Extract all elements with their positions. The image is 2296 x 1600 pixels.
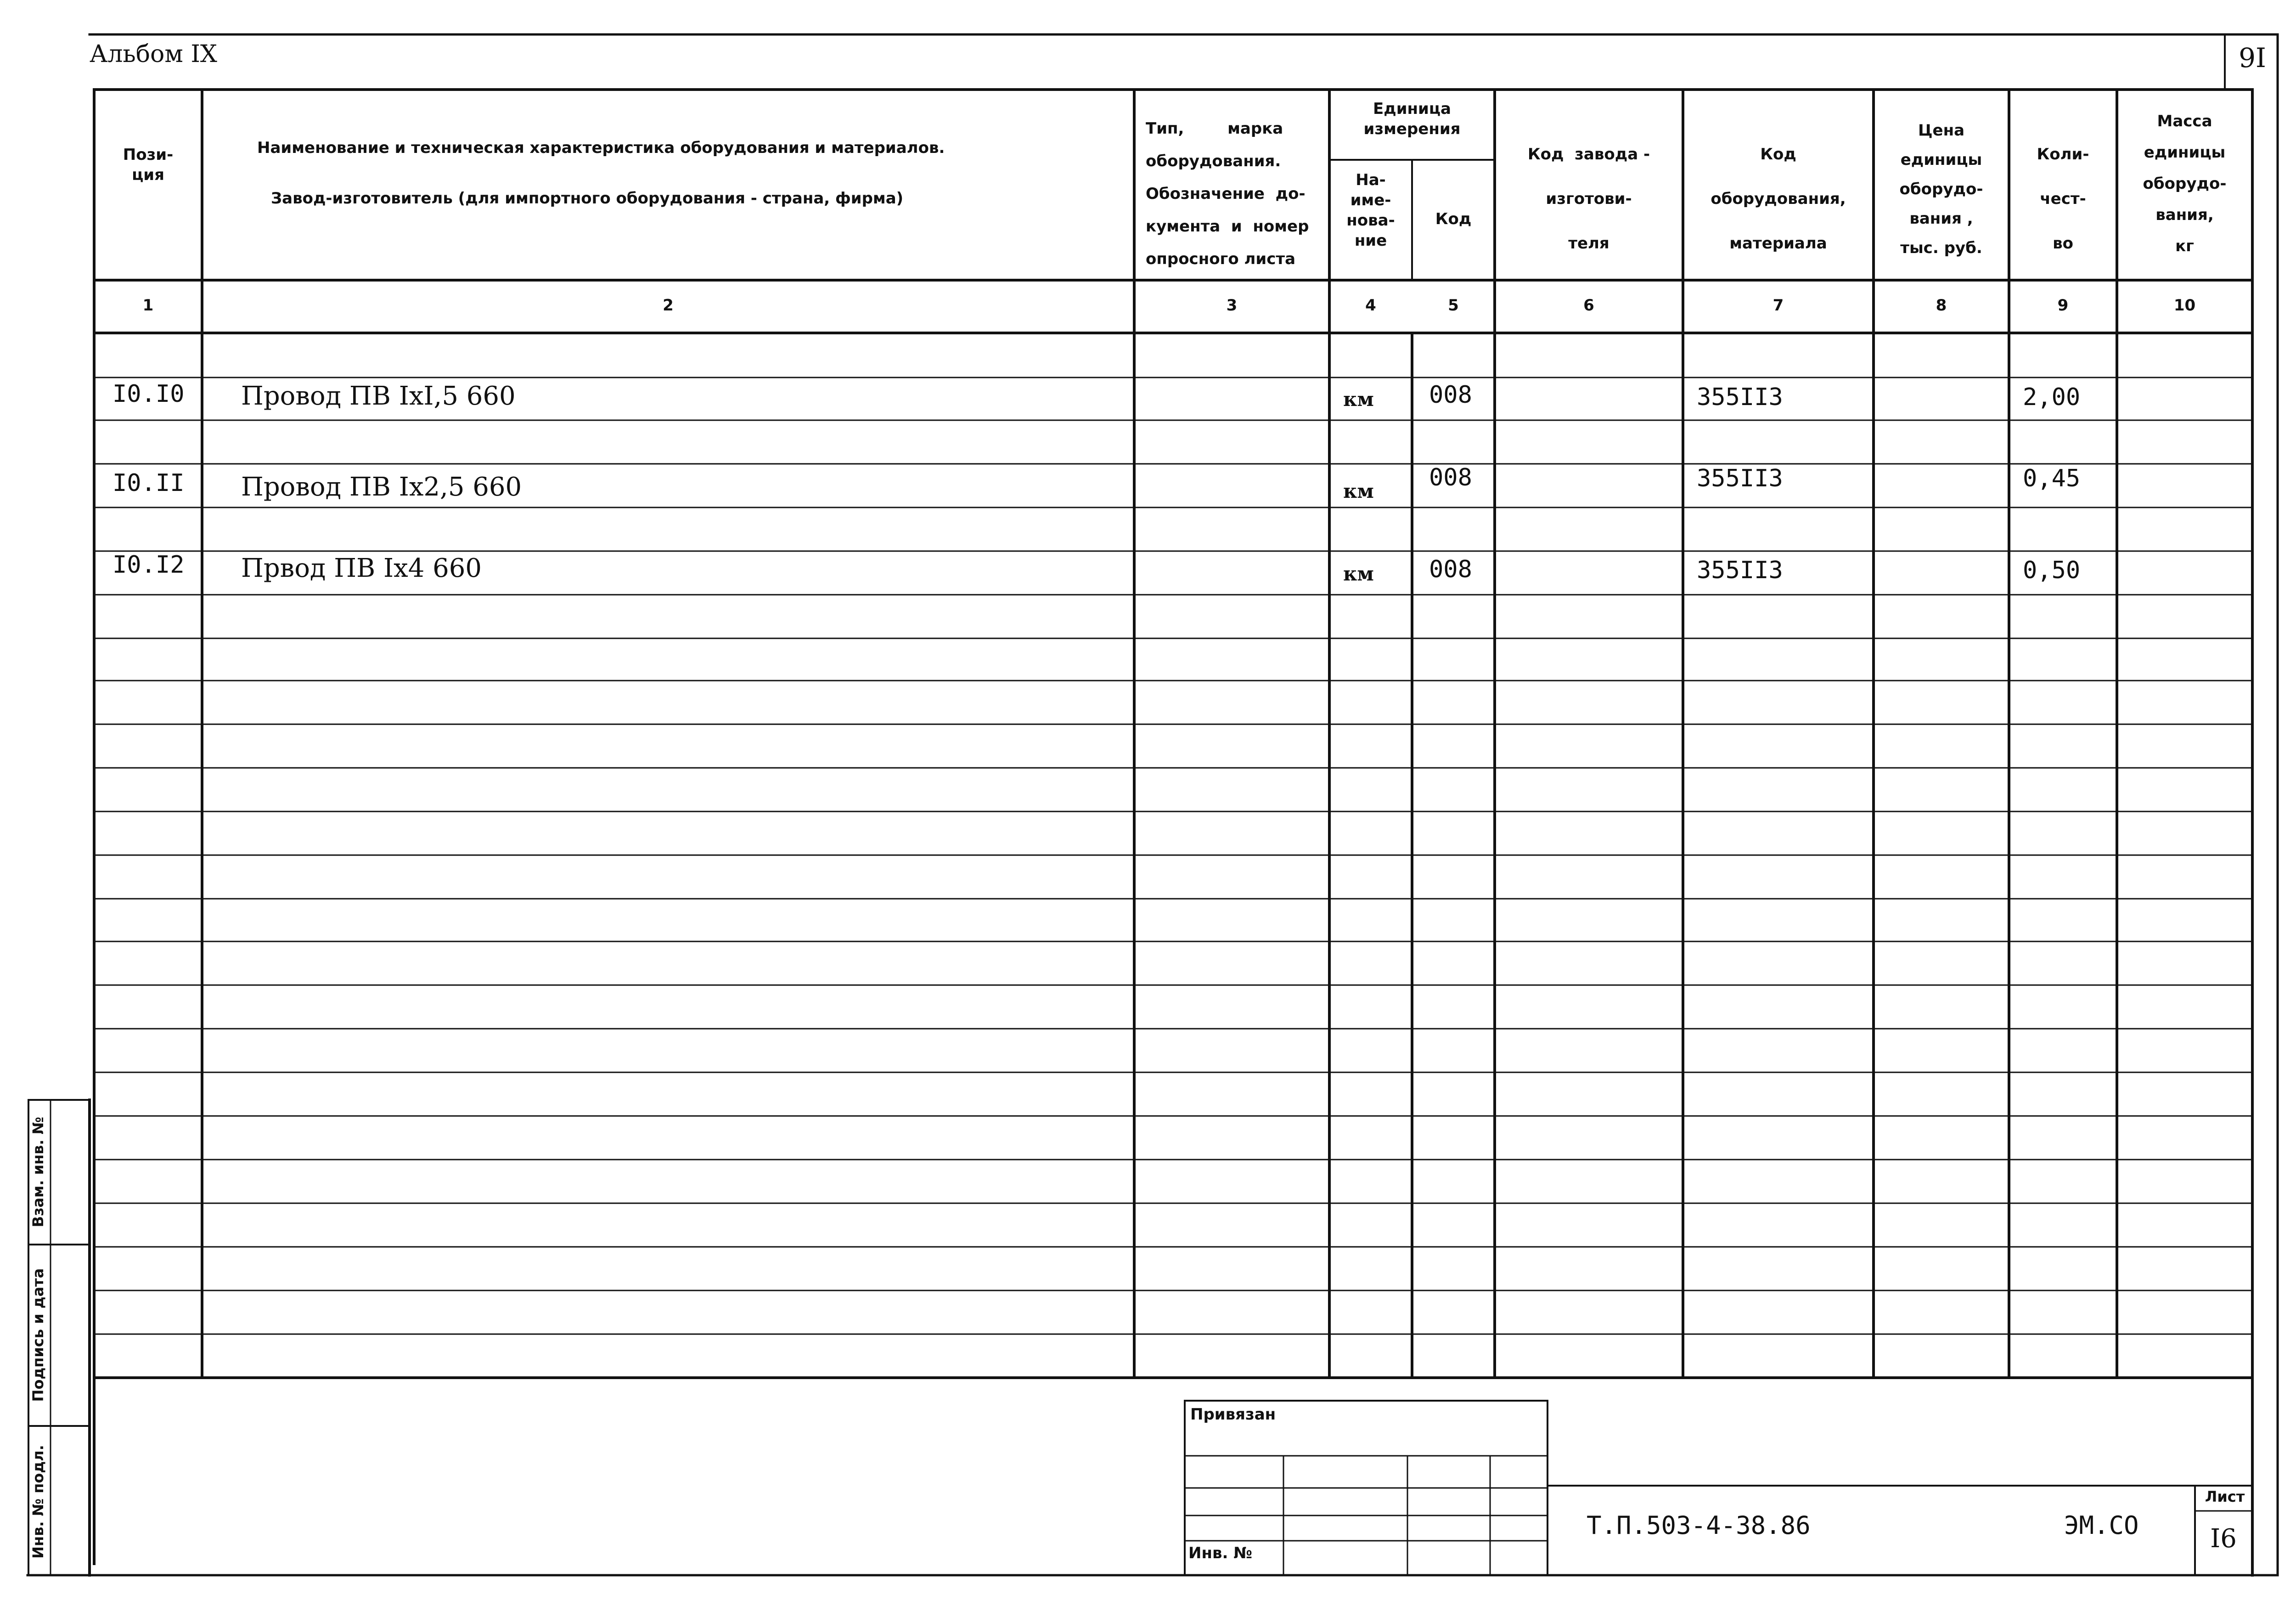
row-unit: км <box>1343 388 1374 411</box>
col-header-unit-group: Единица измерения <box>1363 100 1461 138</box>
col-header-price: Цена единицы оборудо- вания , тыс. руб. <box>1899 121 1983 257</box>
row-unit-code: 008 <box>1429 556 1472 583</box>
row-quantity: 2,00 <box>2023 383 2081 411</box>
col-header-type: Тип, марка оборудования. Обозначение до- кумента и номер опросного листа <box>1146 119 1309 268</box>
col-number: 6 <box>1583 296 1594 315</box>
col-header-name-line2: Завод-изготовитель (для импортного оборудования - страна, фирма) <box>271 189 904 208</box>
col-header-unit-name: На- име- нова- ние <box>1346 171 1395 250</box>
col-header-quantity: Коли- чест- во <box>2037 145 2089 253</box>
row-position: I0.I0 <box>113 380 185 408</box>
inv-number-label: Инв. № <box>1188 1544 1253 1562</box>
col-header-unit-code: Код <box>1435 210 1472 228</box>
col-number: 8 <box>1936 296 1947 315</box>
document-code: Т.П.503-4-38.86 <box>1587 1511 1811 1540</box>
col-number: 3 <box>1226 296 1238 315</box>
row-unit-code: 008 <box>1429 464 1472 491</box>
col-header-position: Пози- ция <box>123 146 174 184</box>
col-number: 2 <box>663 296 674 315</box>
document-mark: ЭМ.СО <box>2064 1511 2139 1540</box>
row-equipment-code: 355II3 <box>1697 465 1783 492</box>
col-header-plant-code: Код завода - изготови- теля <box>1527 145 1650 253</box>
row-position: I0.I2 <box>113 551 185 579</box>
col-header-equipment-code: Код оборудования, материала <box>1711 145 1846 253</box>
inv-original-label: Инв. № подл. <box>29 1445 47 1559</box>
row-equipment-code: 355II3 <box>1697 383 1783 411</box>
sheet-number: I6 <box>2210 1524 2237 1554</box>
sheet-label: Лист <box>2205 1488 2245 1505</box>
row-name: Провод ПВ Ix2,5 660 <box>241 472 522 502</box>
page-number: 9I <box>2239 42 2266 73</box>
col-number: 4 <box>1365 296 1376 315</box>
row-position: I0.II <box>113 469 185 497</box>
col-number: 5 <box>1448 296 1459 315</box>
row-unit-code: 008 <box>1429 381 1472 409</box>
col-header-name-line1: Наименование и техническая характеристика оборудования и материалов. <box>257 139 945 157</box>
row-quantity: 0,50 <box>2023 557 2081 584</box>
col-header-mass: Масса единицы оборудо- вания, кг <box>2143 112 2227 255</box>
row-quantity: 0,45 <box>2023 465 2081 492</box>
col-number: 7 <box>1773 296 1784 315</box>
row-name: Првод ПВ Ix4 660 <box>241 553 482 583</box>
col-number: 10 <box>2173 296 2196 315</box>
bound-label: Привязан <box>1190 1405 1276 1424</box>
row-equipment-code: 355II3 <box>1697 557 1783 584</box>
album-title: Альбом IX <box>90 40 217 68</box>
inv-replace-label: Взам. инв. № <box>29 1116 47 1228</box>
row-name: Провод ПВ IxI,5 660 <box>241 381 516 411</box>
col-number: 1 <box>142 296 154 315</box>
sign-date-label: Подпись и дата <box>29 1268 47 1402</box>
row-unit: км <box>1343 563 1374 585</box>
col-number: 9 <box>2057 296 2069 315</box>
row-unit: км <box>1343 480 1374 502</box>
